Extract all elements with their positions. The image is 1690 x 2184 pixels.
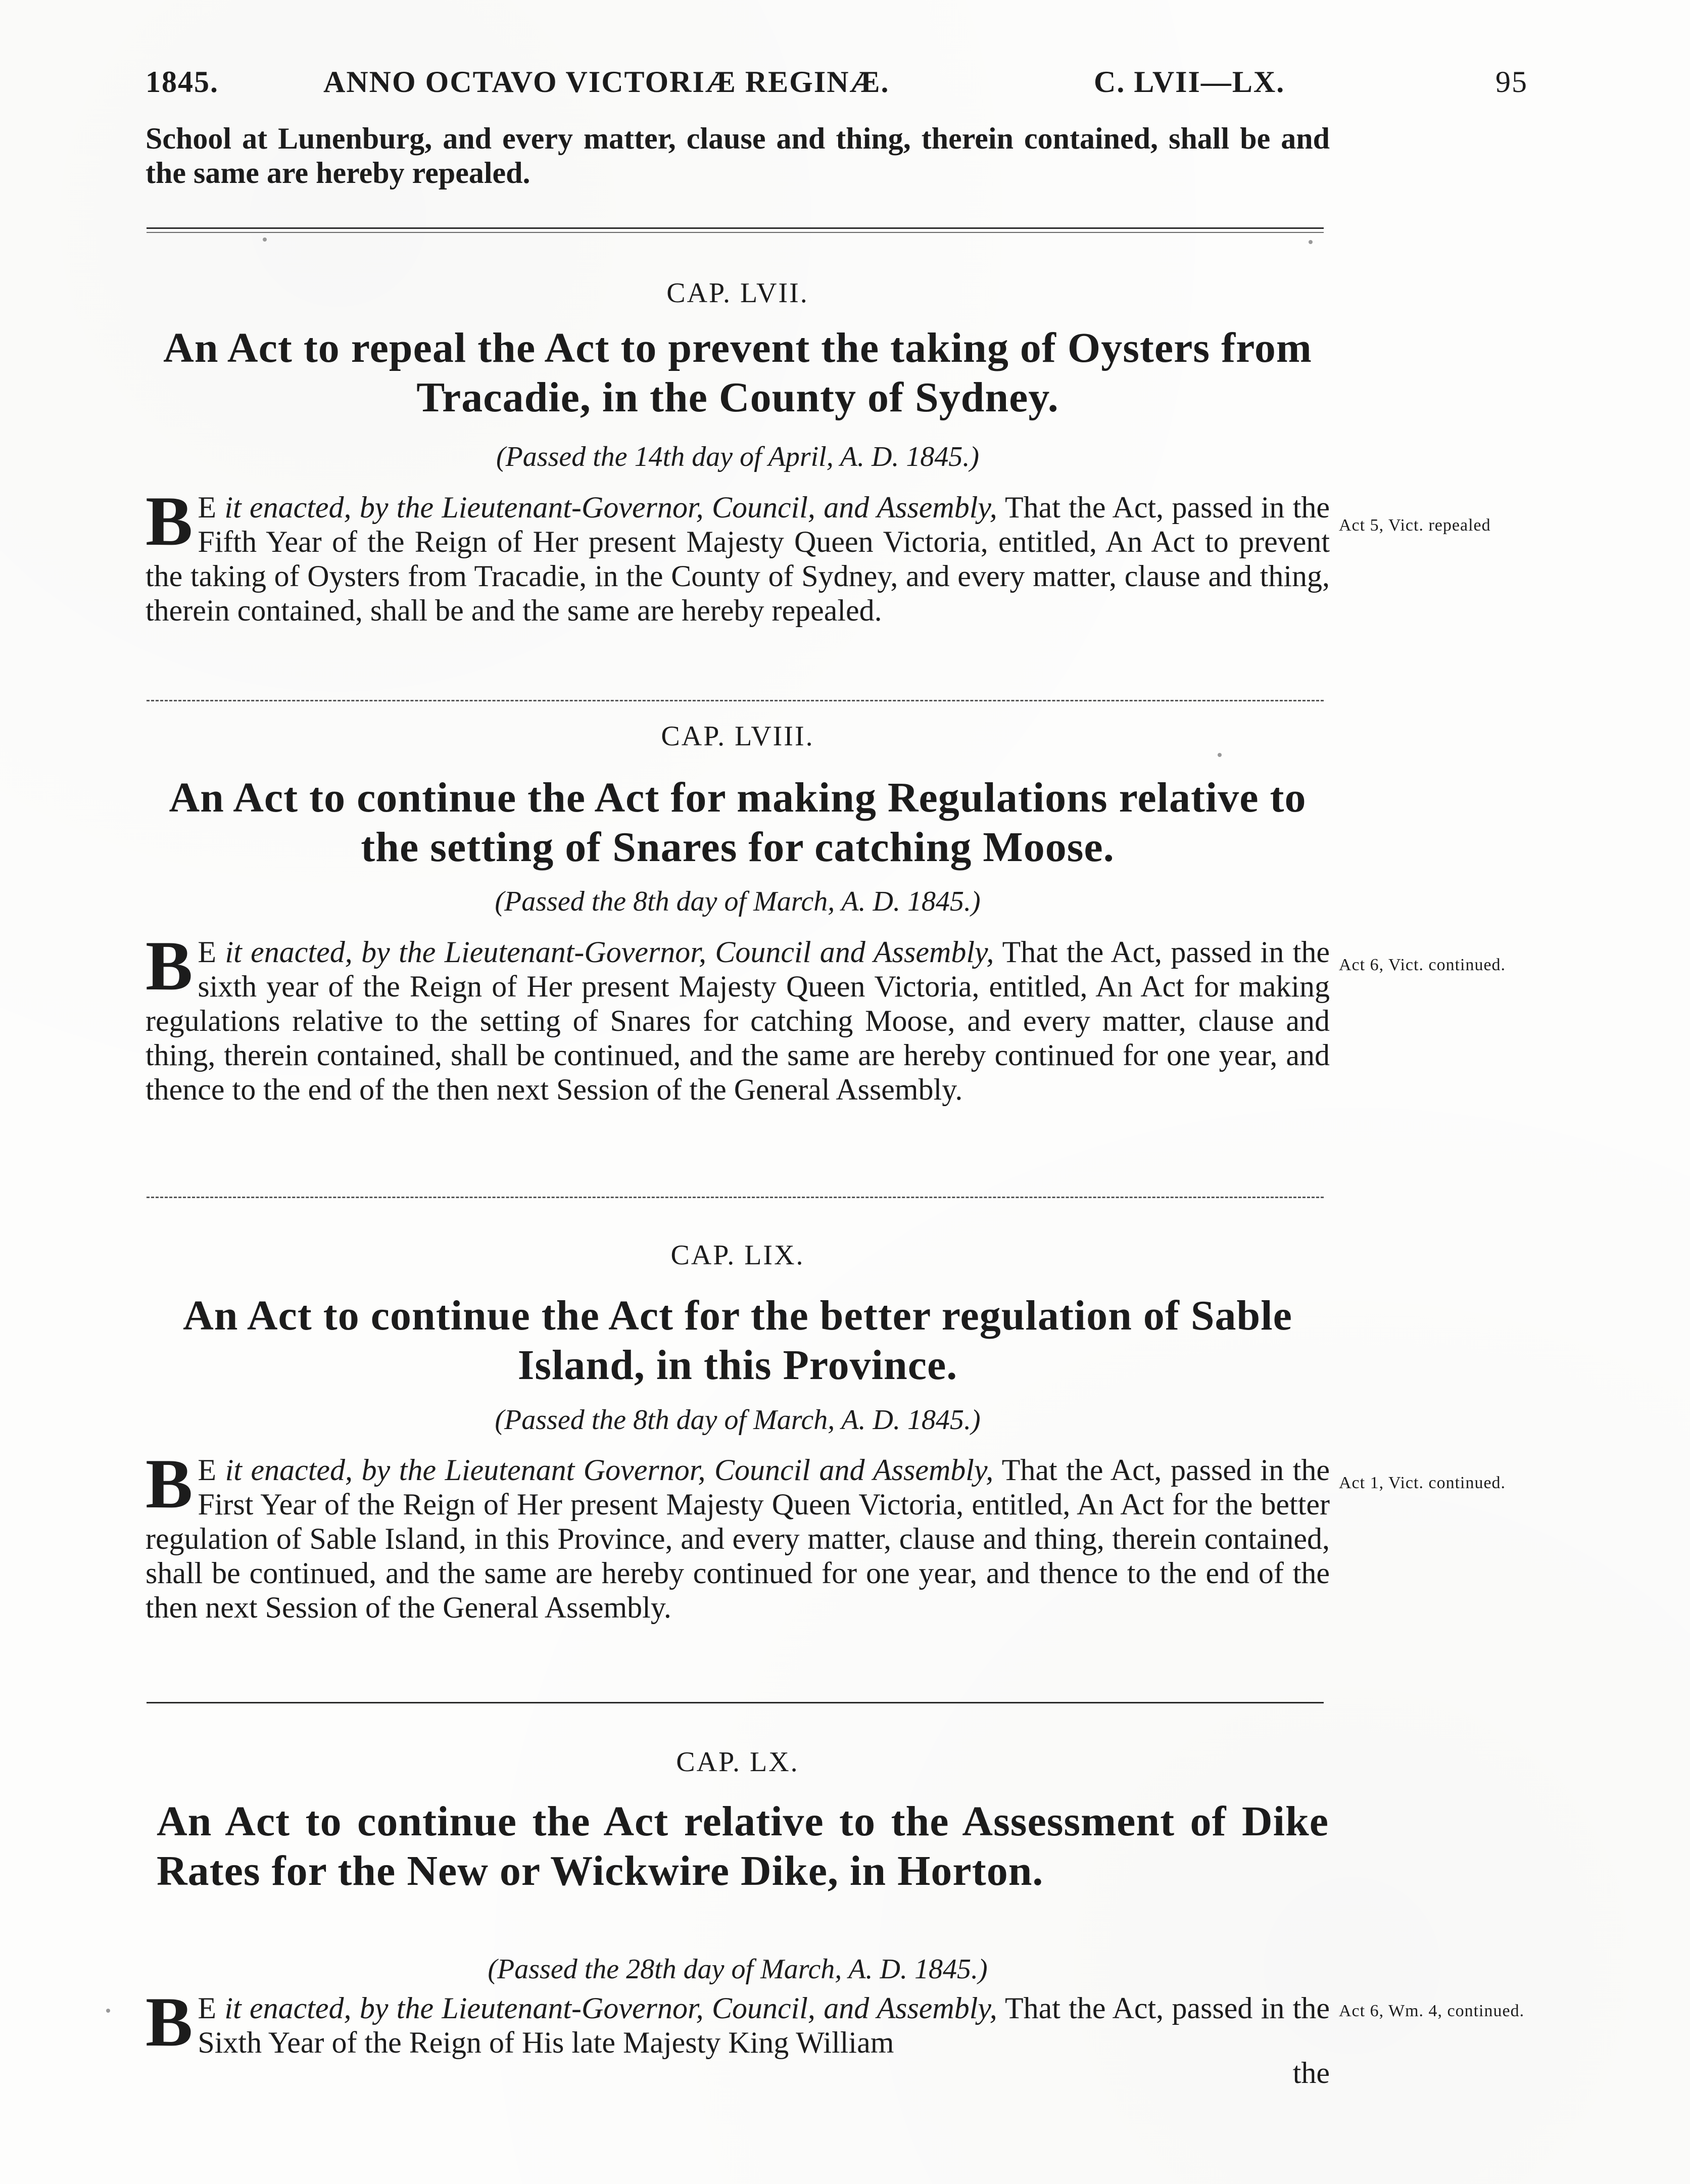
- enacting-lead: E: [198, 491, 225, 524]
- enacting-lead: E: [198, 1991, 225, 2025]
- page-number: 95: [1495, 65, 1528, 99]
- header-title: ANNO OCTAVO VICTORIÆ REGINÆ.: [323, 65, 890, 99]
- passed-date: (Passed the 28th day of March, A. D. 1845.): [488, 1954, 988, 1985]
- catchword: the: [1292, 2056, 1330, 2090]
- cap-heading: CAP. LIX.: [670, 1240, 805, 1271]
- scan-speck: [1309, 240, 1313, 244]
- enacting-clause: it enacted, by the Lieutenant-Governor, Council, and Assembly,: [224, 491, 997, 524]
- enacting-clause: it enacted, by the Lieutenant-Governor, Council, and Assembly,: [224, 1991, 997, 2025]
- margin-note: Act 6, Wm. 4, continued.: [1339, 2002, 1525, 2020]
- act-body: [146, 1445, 1330, 1625]
- act-text: That the Act, passed in the sixth year of the Reign of Her present Majesty Queen Victoria, entitled, An Act for making regulations relative to the setting of Snares for catching Moose, and every matter, clause and thing, therein contained, shall be continued, and the same are hereby continued for one year, and thence to the end of the then next Session of the General Assembly.: [146, 935, 1330, 1106]
- act-title: An Act to continue the Act for the better regulation of Sable Island, in this Province.: [183, 1292, 1292, 1389]
- passed-date: (Passed the 14th day of April, A. D. 1845.): [496, 441, 980, 472]
- section-rule: [147, 227, 1324, 233]
- act-title: An Act to continue the Act for making Regulations relative to the setting of Snares for catching Moose.: [169, 774, 1307, 871]
- cap-heading: CAP. LVII.: [666, 277, 809, 309]
- drop-cap: B: [146, 1445, 193, 1523]
- act-title: An Act to continue the Act relative to the Assessment of Dike Rates for the New or Wickwire Dike, in Horton.: [157, 1798, 1329, 1894]
- act-text: That the Act, passed in the Fifth Year of the Reign of Her present Majesty Queen Victoria, entitled, An Act to prevent the taking of Oysters from Tracadie, in the County of Sydney, and every matter, clause and thing, therein contained, shall be and the same are hereby repealed.: [146, 491, 1330, 627]
- scan-speck: [263, 238, 267, 242]
- drop-cap: B: [146, 1983, 193, 2061]
- enacting-lead: E: [198, 1453, 225, 1487]
- section-rule: [147, 700, 1324, 701]
- drop-cap: B: [146, 482, 193, 560]
- section-rule: [147, 1197, 1324, 1198]
- act-body: [146, 927, 1330, 1107]
- scan-speck: [1218, 753, 1222, 757]
- passed-date: (Passed the 8th day of March, A. D. 1845.): [495, 1404, 981, 1436]
- act-title: An Act to repeal the Act to prevent the taking of Oysters from Tracadie, in the County of Sydney.: [163, 324, 1312, 421]
- margin-note: Act 1, Vict. continued.: [1339, 1474, 1506, 1492]
- header-year: 1845.: [146, 65, 219, 99]
- act-text: That the Act, passed in the Sixth Year of the Reign of His late Majesty King William: [198, 1991, 1330, 2059]
- continuation-text: School at Lunenburg, and every matter, clause and thing, therein contained, shall be and the same are hereby repealed.: [146, 122, 1330, 189]
- act-text: That the Act, passed in the First Year of the Reign of Her present Majesty Queen Victoria, entitled, An Act for the better regulation of Sable Island, in this Province, and every matter, clause and thing, therein contained, shall be continued, and the same are hereby continued for one year, and thence to the end of the then next Session of the General Assembly.: [146, 1453, 1330, 1624]
- act-body: [146, 1983, 1330, 2061]
- cap-heading: CAP. LVIII.: [661, 721, 814, 752]
- margin-note: Act 6, Vict. continued.: [1339, 956, 1506, 974]
- cap-heading: CAP. LX.: [676, 1746, 799, 1778]
- header-chapters: C. LVII—LX.: [1094, 65, 1285, 99]
- enacting-lead: E: [198, 935, 225, 969]
- enacting-clause: it enacted, by the Lieutenant Governor, Council and Assembly,: [225, 1453, 994, 1487]
- section-rule: [147, 1702, 1324, 1703]
- act-body: [146, 482, 1330, 628]
- enacting-clause: it enacted, by the Lieutenant-Governor, Council and Assembly,: [225, 935, 994, 969]
- passed-date: (Passed the 8th day of March, A. D. 1845.): [495, 886, 981, 917]
- margin-note: Act 5, Vict. repealed: [1339, 516, 1491, 535]
- scan-speck: [106, 2009, 110, 2013]
- drop-cap: B: [146, 927, 193, 1005]
